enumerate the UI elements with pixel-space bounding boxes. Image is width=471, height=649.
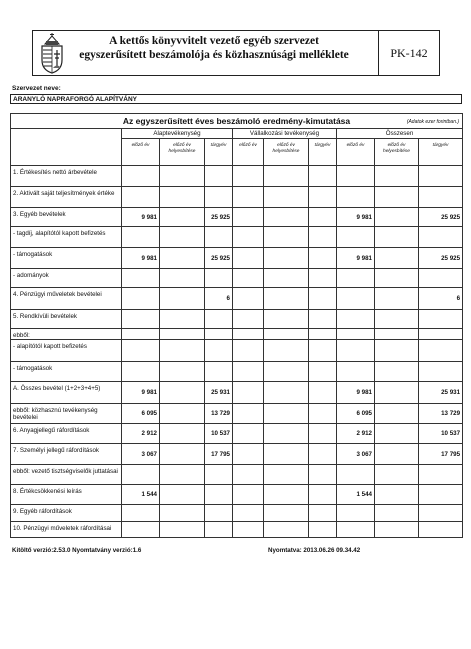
value-cell (233, 248, 264, 269)
value-cell (160, 166, 205, 187)
subheader-current-year: tárgyév (205, 139, 233, 166)
value-cell (122, 310, 160, 329)
value-cell (264, 248, 309, 269)
table-row (11, 382, 463, 404)
value-cell (264, 310, 309, 329)
value-cell (122, 340, 160, 362)
income-statement-table (10, 113, 463, 538)
value-cell (375, 187, 419, 208)
value-cell (337, 340, 375, 362)
row-label: 9. Egyéb ráfordítások (11, 505, 122, 522)
value-cell (419, 505, 463, 522)
value-cell (419, 465, 463, 485)
value-cell (264, 227, 309, 248)
subheader-previous-year: előző év (337, 139, 375, 166)
value-cell: 3 067 (337, 444, 375, 465)
row-label: 1. Értékesítés nettó árbevétele (11, 166, 122, 187)
table-row (11, 465, 463, 485)
value-cell (337, 288, 375, 310)
value-cell (375, 465, 419, 485)
value-cell (160, 465, 205, 485)
value-cell (309, 340, 337, 362)
group-header-total: Összesen (337, 129, 463, 139)
value-cell (233, 465, 264, 485)
value-cell: 2 912 (122, 424, 160, 444)
value-cell (122, 166, 160, 187)
print-timestamp: Nyomtatva: 2013.06.26 09.34.42 (268, 547, 361, 554)
form-title-line2: egyszerűsített beszámolója és közhasznúsági melléklete (79, 49, 349, 61)
value-cell (309, 248, 337, 269)
value-cell (309, 227, 337, 248)
table-row (11, 288, 463, 310)
value-cell (309, 269, 337, 288)
value-cell (264, 187, 309, 208)
value-cell (375, 340, 419, 362)
value-cell (419, 269, 463, 288)
value-cell (309, 465, 337, 485)
row-label: 2. Aktivált saját teljesítmények értéke (11, 187, 122, 208)
value-cell: 25 931 (419, 382, 463, 404)
value-cell (160, 208, 205, 227)
value-cell (160, 248, 205, 269)
value-cell (309, 208, 337, 227)
value-cell (205, 340, 233, 362)
table-row (11, 269, 463, 288)
value-cell (309, 187, 337, 208)
value-cell (122, 227, 160, 248)
value-cell (122, 288, 160, 310)
value-cell (205, 310, 233, 329)
value-cell: 6 095 (337, 404, 375, 424)
value-cell: 25 931 (205, 382, 233, 404)
value-cell (233, 208, 264, 227)
value-cell (309, 505, 337, 522)
row-label: 7. Személyi jellegű ráfordítások (11, 444, 122, 465)
value-cell (233, 382, 264, 404)
value-cell (264, 505, 309, 522)
value-cell (309, 310, 337, 329)
row-label: - alapítótól kapott befizetés (11, 340, 122, 362)
value-cell (375, 166, 419, 187)
value-cell (264, 329, 309, 340)
row-label: - támogatások (11, 248, 122, 269)
value-cell (233, 444, 264, 465)
value-cell (375, 404, 419, 424)
value-cell: 17 795 (205, 444, 233, 465)
value-cell (233, 340, 264, 362)
value-cell (122, 329, 160, 340)
table-unit-note: (Adatok ezer forintban.) (406, 119, 460, 125)
organization-name: ARANYLÓ NAPRAFORGÓ ALAPÍTVÁNY (10, 94, 462, 104)
value-cell (337, 187, 375, 208)
value-cell (160, 444, 205, 465)
subheader-current-year: tárgyév (419, 139, 463, 166)
value-cell (337, 310, 375, 329)
value-cell (233, 288, 264, 310)
value-cell (160, 288, 205, 310)
table-row (11, 248, 463, 269)
value-cell (264, 340, 309, 362)
value-cell (264, 382, 309, 404)
value-cell (375, 269, 419, 288)
table-row (11, 424, 463, 444)
value-cell (419, 362, 463, 382)
organization-label: Szervezet neve: (12, 85, 61, 92)
value-cell: 13 729 (205, 404, 233, 424)
value-cell (205, 329, 233, 340)
value-cell: 1 544 (337, 485, 375, 505)
hungarian-coat-of-arms-icon (36, 32, 68, 74)
value-cell: 17 795 (419, 444, 463, 465)
value-cell (160, 485, 205, 505)
row-label: ebből: (11, 329, 122, 340)
table-row (11, 187, 463, 208)
value-cell (160, 424, 205, 444)
value-cell (337, 269, 375, 288)
row-label: - adományok (11, 269, 122, 288)
row-label: 5. Rendkívüli bevételek (11, 310, 122, 329)
form-header (32, 30, 440, 76)
value-cell (337, 505, 375, 522)
value-cell (264, 444, 309, 465)
value-cell (122, 187, 160, 208)
value-cell (233, 269, 264, 288)
subheader-previous-year: előző év (122, 139, 160, 166)
form-title (73, 34, 355, 62)
value-cell (419, 485, 463, 505)
value-cell (375, 248, 419, 269)
value-cell (205, 166, 233, 187)
table-row (11, 166, 463, 187)
value-cell: 9 981 (122, 382, 160, 404)
value-cell (122, 362, 160, 382)
row-label: ebből: közhasznú tevékenység bevételei (11, 404, 122, 424)
row-label: 10. Pénzügyi műveletek ráfordításai (11, 522, 122, 538)
value-cell (375, 288, 419, 310)
value-cell (233, 505, 264, 522)
table-row (11, 522, 463, 538)
value-cell (375, 362, 419, 382)
value-cell (419, 310, 463, 329)
value-cell (122, 522, 160, 538)
value-cell (375, 424, 419, 444)
value-cell (375, 310, 419, 329)
value-cell (160, 404, 205, 424)
table-row (11, 404, 463, 424)
value-cell (375, 382, 419, 404)
value-cell: 6 (205, 288, 233, 310)
value-cell (205, 362, 233, 382)
value-cell: 25 925 (419, 208, 463, 227)
value-cell (309, 329, 337, 340)
table-row (11, 310, 463, 329)
value-cell (160, 340, 205, 362)
table-row (11, 485, 463, 505)
value-cell (337, 465, 375, 485)
subheader-current-year: tárgyév (309, 139, 337, 166)
value-cell (160, 362, 205, 382)
value-cell: 10 537 (205, 424, 233, 444)
value-cell (375, 208, 419, 227)
value-cell (122, 465, 160, 485)
value-cell (309, 424, 337, 444)
table-title (11, 114, 463, 129)
value-cell: 6 095 (122, 404, 160, 424)
value-cell (160, 187, 205, 208)
software-version: Kitöltő verzió:2.53.0 Nyomtatvány verzió:1.6 (12, 547, 142, 554)
value-cell (375, 444, 419, 465)
value-cell (264, 208, 309, 227)
value-cell (337, 166, 375, 187)
value-cell (122, 269, 160, 288)
value-cell: 9 981 (337, 382, 375, 404)
value-cell (419, 329, 463, 340)
row-label: 6. Anyagjellegű ráfordítások (11, 424, 122, 444)
value-cell (337, 329, 375, 340)
value-cell: 1 544 (122, 485, 160, 505)
form-title-line1: A kettős könyvvitelt vezető egyéb szervezet (109, 35, 319, 47)
value-cell (160, 227, 205, 248)
value-cell: 9 981 (337, 208, 375, 227)
value-cell (233, 404, 264, 424)
value-cell (233, 362, 264, 382)
table-row (11, 505, 463, 522)
table-title-text: Az egyszerűsített éves beszámoló eredmény-kimutatása (122, 116, 351, 126)
label-column-header (11, 129, 122, 166)
value-cell (419, 227, 463, 248)
value-cell: 25 925 (205, 208, 233, 227)
value-cell (160, 522, 205, 538)
value-cell (233, 424, 264, 444)
value-cell (309, 362, 337, 382)
value-cell (375, 485, 419, 505)
value-cell: 25 925 (419, 248, 463, 269)
value-cell (309, 404, 337, 424)
row-label: A. Összes bevétel (1+2+3+4+5) (11, 382, 122, 404)
value-cell (337, 362, 375, 382)
table-row (11, 329, 463, 340)
value-cell (205, 187, 233, 208)
form-code: PK-142 (378, 31, 439, 75)
subheader-previous-year-correction: előző év helyesbítése (264, 139, 309, 166)
value-cell (205, 485, 233, 505)
value-cell (205, 227, 233, 248)
value-cell (264, 465, 309, 485)
value-cell (419, 340, 463, 362)
value-cell: 9 981 (337, 248, 375, 269)
row-label: - támogatások (11, 362, 122, 382)
value-cell (264, 522, 309, 538)
value-cell (375, 522, 419, 538)
table-row (11, 227, 463, 248)
value-cell (233, 485, 264, 505)
value-cell (264, 404, 309, 424)
value-cell (233, 227, 264, 248)
subheader-previous-year: előző év (233, 139, 264, 166)
value-cell: 25 925 (205, 248, 233, 269)
value-cell: 9 981 (122, 208, 160, 227)
table-row (11, 340, 463, 362)
value-cell (309, 444, 337, 465)
value-cell (205, 465, 233, 485)
group-header-business: Vállalkozási tevékenység (233, 129, 337, 139)
value-cell (160, 269, 205, 288)
value-cell: 6 (419, 288, 463, 310)
table-row (11, 208, 463, 227)
value-cell: 2 912 (337, 424, 375, 444)
value-cell (419, 166, 463, 187)
value-cell: 9 981 (122, 248, 160, 269)
value-cell (264, 166, 309, 187)
table-row (11, 444, 463, 465)
value-cell (264, 269, 309, 288)
group-header-core: Alaptevékenység (122, 129, 233, 139)
value-cell (309, 522, 337, 538)
table-row (11, 362, 463, 382)
value-cell (264, 485, 309, 505)
value-cell (375, 227, 419, 248)
value-cell (375, 505, 419, 522)
subheader-previous-year-correction: előző év helyesbítése (375, 139, 419, 166)
value-cell (160, 329, 205, 340)
value-cell (309, 485, 337, 505)
value-cell (205, 269, 233, 288)
value-cell (233, 166, 264, 187)
value-cell (160, 310, 205, 329)
value-cell (375, 329, 419, 340)
value-cell (309, 382, 337, 404)
row-label: 3. Egyéb bevételek (11, 208, 122, 227)
value-cell: 13 729 (419, 404, 463, 424)
value-cell (337, 227, 375, 248)
value-cell (264, 362, 309, 382)
value-cell (122, 505, 160, 522)
row-label: - tagdíj, alapítótól kapott befizetés (11, 227, 122, 248)
value-cell (233, 187, 264, 208)
value-cell (419, 187, 463, 208)
value-cell (233, 522, 264, 538)
value-cell (264, 424, 309, 444)
value-cell (309, 166, 337, 187)
value-cell (205, 522, 233, 538)
value-cell (419, 522, 463, 538)
subheader-previous-year-correction: előző év helyesbítése (160, 139, 205, 166)
value-cell (160, 382, 205, 404)
row-label: ebből: vezető tisztségviselők juttatásai (11, 465, 122, 485)
value-cell (160, 505, 205, 522)
value-cell (337, 522, 375, 538)
value-cell (233, 329, 264, 340)
value-cell: 10 537 (419, 424, 463, 444)
value-cell (233, 310, 264, 329)
row-label: 4. Pénzügyi műveletek bevételei (11, 288, 122, 310)
row-label: 8. Értékcsökkenési leírás (11, 485, 122, 505)
value-cell (205, 505, 233, 522)
value-cell (309, 288, 337, 310)
value-cell (264, 288, 309, 310)
value-cell: 3 067 (122, 444, 160, 465)
